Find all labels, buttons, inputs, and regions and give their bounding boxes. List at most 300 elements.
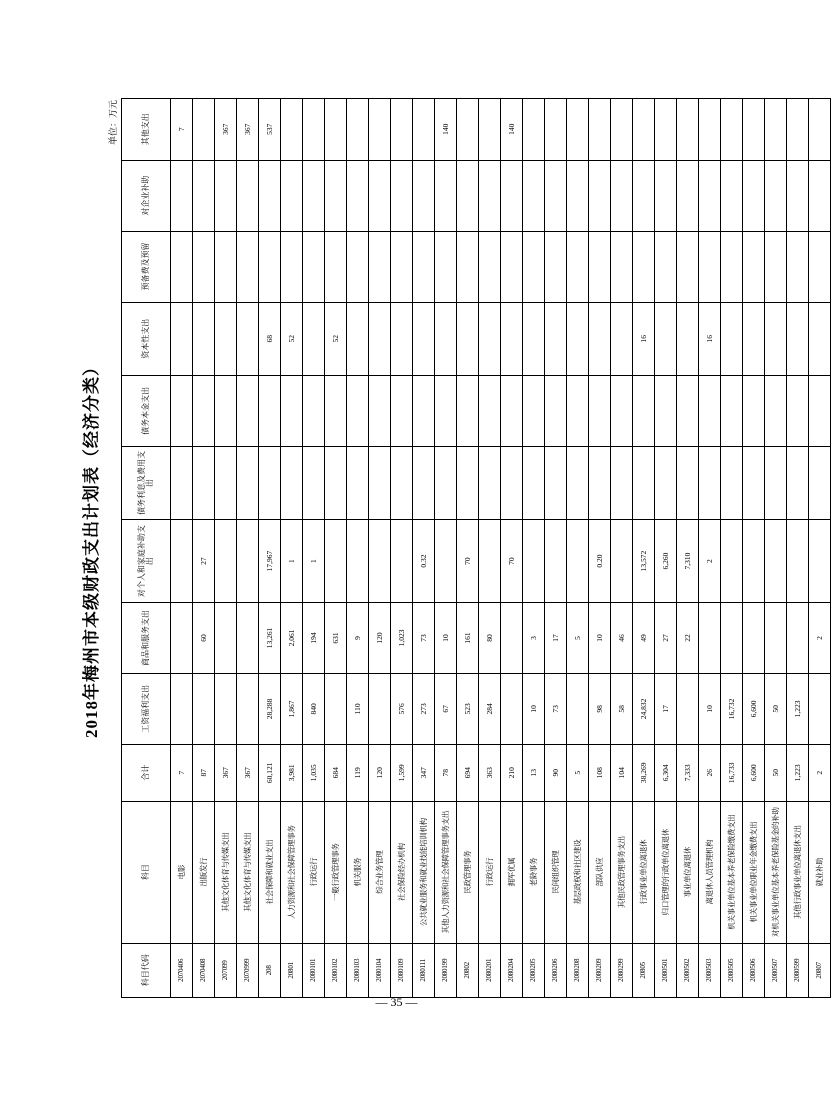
cell-total: 119 (346, 744, 368, 801)
cell-debt-interest (500, 446, 522, 519)
cell-other (588, 99, 610, 161)
table-row (192, 99, 214, 998)
cell-goods (170, 602, 192, 673)
cell-code: 2070406 (170, 943, 192, 997)
cell-wage: 10 (522, 673, 544, 744)
cell-capital (654, 302, 676, 375)
cell-capital (302, 302, 324, 375)
cell-debt-interest (390, 446, 412, 519)
cell-reserve (588, 231, 610, 302)
cell-reserve (566, 231, 588, 302)
cell-code: 2080209 (588, 943, 610, 997)
cell-debt-interest (522, 446, 544, 519)
cell-total: 7 (170, 744, 192, 801)
cell-subject: 其他民政管理事务支出 (610, 801, 632, 943)
cell-debt-principal (390, 375, 412, 446)
cell-total: 5 (566, 744, 588, 801)
cell-debt-interest (478, 446, 500, 519)
cell-capital (412, 302, 434, 375)
cell-debt-interest (412, 446, 434, 519)
cell-code: 2080505 (720, 943, 742, 997)
cell-subsidy (522, 160, 544, 231)
cell-wage (324, 673, 346, 744)
cell-goods (742, 602, 764, 673)
cell-wage (236, 673, 258, 744)
cell-code: 2080205 (522, 943, 544, 997)
cell-capital (720, 302, 742, 375)
table-row (588, 99, 610, 998)
cell-debt-principal (742, 375, 764, 446)
cell-debt-interest (258, 446, 280, 519)
cell-subject: 对机关事业单位基本养老保险基金的补助 (764, 801, 786, 943)
cell-person: 13,572 (632, 520, 654, 603)
cell-wage: 50 (764, 673, 786, 744)
cell-reserve (412, 231, 434, 302)
cell-subsidy (720, 160, 742, 231)
cell-subject: 机关服务 (346, 801, 368, 943)
cell-wage: 1,867 (280, 673, 302, 744)
cell-total: 7,333 (676, 744, 698, 801)
cell-goods: 73 (412, 602, 434, 673)
cell-subject: 行政运行 (478, 801, 500, 943)
cell-code: 2080501 (654, 943, 676, 997)
cell-debt-principal (280, 375, 302, 446)
cell-debt-interest (808, 446, 830, 519)
cell-subject: 社会保险经办机构 (390, 801, 412, 943)
cell-subject: 事业单位离退休 (676, 801, 698, 943)
cell-person (324, 520, 346, 603)
cell-total: 367 (236, 744, 258, 801)
cell-other (324, 99, 346, 161)
cell-total: 87 (192, 744, 214, 801)
cell-reserve (324, 231, 346, 302)
cell-debt-principal (544, 375, 566, 446)
cell-total: 120 (368, 744, 390, 801)
cell-debt-principal (236, 375, 258, 446)
cell-other (566, 99, 588, 161)
cell-person (610, 520, 632, 603)
cell-subsidy (170, 160, 192, 231)
cell-goods: 3 (522, 602, 544, 673)
cell-reserve (456, 231, 478, 302)
cell-debt-principal (522, 375, 544, 446)
cell-code: 2080506 (742, 943, 764, 997)
cell-other (610, 99, 632, 161)
cell-wage (214, 673, 236, 744)
cell-other (346, 99, 368, 161)
cell-subsidy (500, 160, 522, 231)
cell-subject: 人力资源和社会保障管理事务 (280, 801, 302, 943)
cell-person (434, 520, 456, 603)
cell-other (522, 99, 544, 161)
cell-code: 2080109 (390, 943, 412, 997)
cell-subject: 社会保障和就业支出 (258, 801, 280, 943)
cell-subject: 民政管理事务 (456, 801, 478, 943)
cell-total: 16,733 (720, 744, 742, 801)
cell-person (368, 520, 390, 603)
cell-reserve (544, 231, 566, 302)
cell-subsidy (434, 160, 456, 231)
cell-subsidy (346, 160, 368, 231)
cell-goods: 2,061 (280, 602, 302, 673)
table-row (214, 99, 236, 998)
table-row (544, 99, 566, 998)
cell-goods: 60 (192, 602, 214, 673)
cell-person (390, 520, 412, 603)
cell-person (786, 520, 808, 603)
cell-other: 367 (236, 99, 258, 161)
cell-capital (478, 302, 500, 375)
cell-wage: 17 (654, 673, 676, 744)
cell-code: 2080208 (566, 943, 588, 997)
cell-debt-principal (192, 375, 214, 446)
cell-person (214, 520, 236, 603)
cell-goods: 22 (676, 602, 698, 673)
cell-person: 1 (302, 520, 324, 603)
cell-code: 2080502 (676, 943, 698, 997)
cell-goods: 10 (588, 602, 610, 673)
col-header-wage: 工资福利支出 (121, 673, 170, 744)
cell-subject: 出版发行 (192, 801, 214, 943)
cell-debt-principal (258, 375, 280, 446)
cell-other: 140 (500, 99, 522, 161)
cell-total: 2 (808, 744, 830, 801)
cell-other (764, 99, 786, 161)
cell-debt-interest (346, 446, 368, 519)
cell-other (390, 99, 412, 161)
cell-other (698, 99, 720, 161)
cell-wage: 523 (456, 673, 478, 744)
cell-code: 2080206 (544, 943, 566, 997)
cell-wage (808, 673, 830, 744)
cell-debt-interest (588, 446, 610, 519)
cell-subject: 其他文化体育与传媒支出 (236, 801, 258, 943)
cell-capital (434, 302, 456, 375)
cell-reserve (720, 231, 742, 302)
cell-goods: 27 (654, 602, 676, 673)
cell-person (566, 520, 588, 603)
cell-capital: 16 (632, 302, 654, 375)
cell-other (676, 99, 698, 161)
cell-debt-principal (808, 375, 830, 446)
cell-code: 2080102 (324, 943, 346, 997)
cell-subject: 基层政权和社区建设 (566, 801, 588, 943)
cell-capital (764, 302, 786, 375)
table-row (302, 99, 324, 998)
cell-subsidy (236, 160, 258, 231)
cell-wage: 28,288 (258, 673, 280, 744)
cell-capital (566, 302, 588, 375)
cell-person (764, 520, 786, 603)
cell-capital (786, 302, 808, 375)
cell-code: 2070999 (236, 943, 258, 997)
cell-goods: 10 (434, 602, 456, 673)
table-row (742, 99, 764, 998)
cell-person: 0.32 (412, 520, 434, 603)
table-row (764, 99, 786, 998)
cell-wage (170, 673, 192, 744)
cell-subject: 民间组织管理 (544, 801, 566, 943)
cell-subject: 公共就业服务和就业技能培训机构 (412, 801, 434, 943)
cell-reserve (434, 231, 456, 302)
cell-debt-principal (698, 375, 720, 446)
cell-other (192, 99, 214, 161)
cell-wage: 1,223 (786, 673, 808, 744)
cell-subsidy (390, 160, 412, 231)
cell-wage: 98 (588, 673, 610, 744)
cell-other (544, 99, 566, 161)
cell-other: 367 (214, 99, 236, 161)
cell-wage: 16,732 (720, 673, 742, 744)
cell-reserve (170, 231, 192, 302)
cell-code: 2080101 (302, 943, 324, 997)
cell-code: 20801 (280, 943, 302, 997)
table-row (566, 99, 588, 998)
cell-subsidy (478, 160, 500, 231)
cell-person: 17,967 (258, 520, 280, 603)
cell-other (302, 99, 324, 161)
cell-debt-interest (456, 446, 478, 519)
cell-debt-interest (368, 446, 390, 519)
cell-reserve (280, 231, 302, 302)
cell-debt-principal (302, 375, 324, 446)
cell-subsidy (192, 160, 214, 231)
cell-debt-principal (478, 375, 500, 446)
cell-subsidy (280, 160, 302, 231)
cell-person (170, 520, 192, 603)
cell-reserve (632, 231, 654, 302)
cell-reserve (676, 231, 698, 302)
cell-debt-principal (214, 375, 236, 446)
cell-debt-principal (170, 375, 192, 446)
cell-debt-interest (786, 446, 808, 519)
cell-reserve (610, 231, 632, 302)
cell-goods: 49 (632, 602, 654, 673)
cell-code: 2080104 (368, 943, 390, 997)
cell-capital (170, 302, 192, 375)
cell-subsidy (610, 160, 632, 231)
cell-subsidy (654, 160, 676, 231)
cell-person (808, 520, 830, 603)
cell-goods: 1,023 (390, 602, 412, 673)
cell-capital (368, 302, 390, 375)
table-row (698, 99, 720, 998)
cell-debt-principal (324, 375, 346, 446)
table-row (632, 99, 654, 998)
cell-total: 26 (698, 744, 720, 801)
cell-debt-principal (786, 375, 808, 446)
cell-reserve (808, 231, 830, 302)
cell-goods: 120 (368, 602, 390, 673)
col-header-other: 其他支出 (121, 99, 170, 161)
cell-total: 367 (214, 744, 236, 801)
cell-subject: 综合业务管理 (368, 801, 390, 943)
cell-other (368, 99, 390, 161)
cell-reserve (346, 231, 368, 302)
cell-person (544, 520, 566, 603)
cell-subject: 行政运行 (302, 801, 324, 943)
cell-total: 363 (478, 744, 500, 801)
cell-debt-principal (412, 375, 434, 446)
cell-subsidy (544, 160, 566, 231)
cell-person: 7,310 (676, 520, 698, 603)
col-header-debt-principal: 债务本金支出 (121, 375, 170, 446)
cell-code: 20807 (808, 943, 830, 997)
col-header-person: 对个人和家庭补助支出 (121, 520, 170, 603)
cell-goods (764, 602, 786, 673)
cell-other (456, 99, 478, 161)
cell-debt-interest (192, 446, 214, 519)
cell-goods: 9 (346, 602, 368, 673)
cell-debt-interest (280, 446, 302, 519)
cell-code: 2080599 (786, 943, 808, 997)
cell-capital (610, 302, 632, 375)
cell-debt-interest (742, 446, 764, 519)
cell-subject: 老龄事务 (522, 801, 544, 943)
cell-person: 2 (698, 520, 720, 603)
cell-code: 2070408 (192, 943, 214, 997)
cell-total: 347 (412, 744, 434, 801)
cell-reserve (368, 231, 390, 302)
unit-label: 单位：万元 (107, 100, 118, 146)
table-row (654, 99, 676, 998)
cell-subject: 一般行政管理事务 (324, 801, 346, 943)
cell-total: 108 (588, 744, 610, 801)
col-header-debt-interest: 债务利息及费用支出 (121, 446, 170, 519)
cell-other (654, 99, 676, 161)
cell-debt-interest (170, 446, 192, 519)
cell-wage: 110 (346, 673, 368, 744)
page-number: — 35 — (375, 995, 418, 1009)
header-row (121, 99, 170, 998)
cell-subsidy (632, 160, 654, 231)
cell-capital (346, 302, 368, 375)
cell-reserve (258, 231, 280, 302)
cell-total: 78 (434, 744, 456, 801)
cell-debt-interest (764, 446, 786, 519)
table-row (808, 99, 830, 998)
cell-goods: 80 (478, 602, 500, 673)
col-header-reserve: 预备费及预留 (121, 231, 170, 302)
cell-total: 1,035 (302, 744, 324, 801)
cell-subject: 拥军优属 (500, 801, 522, 943)
cell-wage: 284 (478, 673, 500, 744)
cell-subsidy (302, 160, 324, 231)
col-header-subsidy: 对企业补助 (121, 160, 170, 231)
col-header-total: 合计 (121, 744, 170, 801)
table-row (434, 99, 456, 998)
cell-reserve (192, 231, 214, 302)
cell-goods: 631 (324, 602, 346, 673)
cell-subject: 就业补助 (808, 801, 830, 943)
cell-debt-interest (302, 446, 324, 519)
cell-goods: 13,261 (258, 602, 280, 673)
cell-wage: 10 (698, 673, 720, 744)
cell-subsidy (764, 160, 786, 231)
cell-goods: 2 (808, 602, 830, 673)
cell-total: 3,981 (280, 744, 302, 801)
cell-code: 20802 (456, 943, 478, 997)
cell-wage: 6,600 (742, 673, 764, 744)
cell-wage: 840 (302, 673, 324, 744)
cell-subsidy (588, 160, 610, 231)
cell-reserve (654, 231, 676, 302)
cell-capital (500, 302, 522, 375)
cell-capital (588, 302, 610, 375)
cell-total: 1,599 (390, 744, 412, 801)
cell-debt-principal (588, 375, 610, 446)
table-row (786, 99, 808, 998)
cell-other: 7 (170, 99, 192, 161)
cell-goods (500, 602, 522, 673)
table-row (720, 99, 742, 998)
cell-debt-principal (566, 375, 588, 446)
cell-capital (214, 302, 236, 375)
cell-wage: 576 (390, 673, 412, 744)
col-header-capital: 资本性支出 (121, 302, 170, 375)
cell-debt-interest (610, 446, 632, 519)
budget-table (121, 98, 831, 998)
cell-reserve (390, 231, 412, 302)
cell-wage: 67 (434, 673, 456, 744)
table-row (236, 99, 258, 998)
cell-reserve (500, 231, 522, 302)
cell-total: 6,304 (654, 744, 676, 801)
cell-debt-principal (632, 375, 654, 446)
cell-capital (676, 302, 698, 375)
cell-wage: 24,832 (632, 673, 654, 744)
cell-wage (500, 673, 522, 744)
cell-person: 70 (456, 520, 478, 603)
cell-code: 207099 (214, 943, 236, 997)
cell-subject: 其他行政事业单位离退休支出 (786, 801, 808, 943)
cell-debt-interest (434, 446, 456, 519)
cell-wage (566, 673, 588, 744)
cell-total: 694 (456, 744, 478, 801)
cell-code: 2080299 (610, 943, 632, 997)
cell-total: 6,600 (742, 744, 764, 801)
cell-wage (192, 673, 214, 744)
cell-total: 210 (500, 744, 522, 801)
cell-person: 70 (500, 520, 522, 603)
cell-other (808, 99, 830, 161)
cell-goods: 194 (302, 602, 324, 673)
col-header-subject: 科目 (121, 801, 170, 943)
cell-subject: 离退休人员管理机构 (698, 801, 720, 943)
table-row (368, 99, 390, 998)
table-row (478, 99, 500, 998)
cell-other (720, 99, 742, 161)
table-row (170, 99, 192, 998)
cell-debt-interest (676, 446, 698, 519)
cell-subsidy (324, 160, 346, 231)
cell-code: 20805 (632, 943, 654, 997)
cell-other: 537 (258, 99, 280, 161)
cell-subject: 其他人力资源和社会保障管理事务支出 (434, 801, 456, 943)
cell-code: 2080199 (434, 943, 456, 997)
cell-subject: 机关事业单位职业年金缴费支出 (742, 801, 764, 943)
cell-person (742, 520, 764, 603)
cell-wage (676, 673, 698, 744)
cell-capital (544, 302, 566, 375)
cell-subject: 其他文化体育与传媒支出 (214, 801, 236, 943)
cell-debt-principal (720, 375, 742, 446)
cell-wage: 73 (544, 673, 566, 744)
cell-person (478, 520, 500, 603)
cell-reserve (236, 231, 258, 302)
table-head (121, 99, 170, 998)
cell-wage (368, 673, 390, 744)
